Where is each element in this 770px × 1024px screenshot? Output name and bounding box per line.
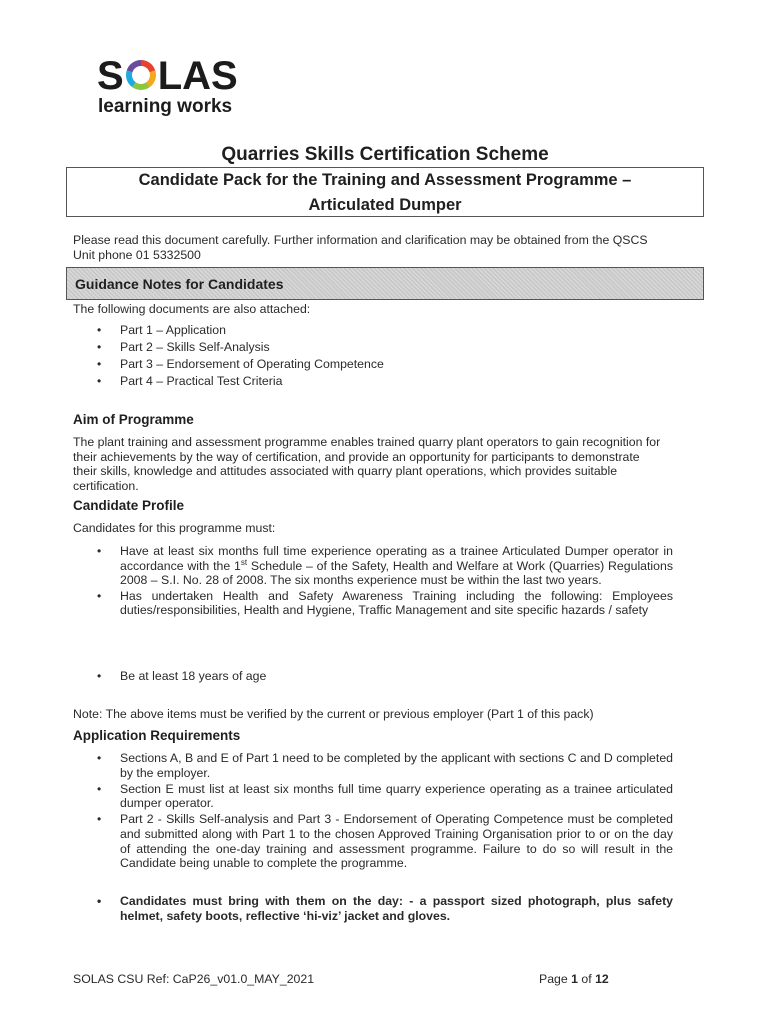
application-bring-list [73, 894, 673, 923]
attached-documents-list [73, 323, 673, 389]
subtitle-line-1: Candidate Pack for the Training and Assessment Programme – [138, 171, 632, 189]
profile-heading: Candidate Profile [73, 498, 185, 513]
page-label: Page [539, 972, 572, 986]
aim-text [73, 435, 703, 493]
aim-line: The plant training and assessment programme enables trained quarry plant operators to gain recognition for [73, 435, 661, 449]
profile-item-1-text: Have at least six months full time experience operating as a trainee Articulated Dumper operator in accordance with the 1 [120, 544, 673, 573]
aim-line: their achievements by the way of certification, and provide an opportunity for participants to demonstrate [73, 449, 640, 464]
profile-item-1-text-cont: Schedule – of the Safety, Health and Welfare at Work (Quarries) Regulations 2008 – S.I. No. 28 of 2008. The six months experience must be within the last two years. [120, 558, 673, 588]
page-of: of [577, 972, 596, 986]
subtitle-line-2: Articulated Dumper [308, 196, 462, 214]
logo-ring-segment [129, 63, 140, 71]
profile-list-age [73, 669, 673, 684]
footer-reference: SOLAS CSU Ref: CaP26_v01.0_MAY_2021 [73, 972, 315, 986]
ordinal-suffix: st [240, 557, 248, 567]
logo-ring-icon [124, 56, 158, 86]
application-heading: Application Requirements [73, 728, 241, 743]
page-current: 1 [571, 972, 578, 986]
document-title: Quarries Skills Certification Scheme [221, 144, 549, 165]
aim-heading: Aim of Programme [73, 412, 194, 427]
application-list [73, 751, 673, 871]
profile-note: Note: The above items must be verified by the current or previous employer (Part 1 of this pack) [73, 707, 594, 721]
logo-letters-las: LAS [157, 54, 238, 98]
intro-line-2: Unit phone 01 5332500 [73, 247, 201, 262]
logo-ring-segment [134, 85, 148, 87]
guidance-lead: The following documents are also attached: [73, 302, 311, 316]
list-item: • Be at least 18 years of age [73, 669, 673, 684]
intro-line-1: Please read this document carefully. Further information and clarification may be obtained from the QSCS [73, 233, 648, 247]
logo-ring-segment [141, 63, 152, 71]
logo-tagline: learning works [98, 96, 233, 117]
list-item: • Candidates must bring with them on the day: - a passport sized photograph, plus safety helmet, safety boots, reflective ‘hi-viz’ jacket and gloves. [73, 894, 673, 923]
logo-wordmark [97, 54, 238, 98]
aim-line: their skills, knowledge and attitudes associated with quarry plant operations, which provides suitable [73, 464, 618, 479]
profile-lead: Candidates for this programme must: [73, 521, 276, 535]
list-item: • Section E must list at least six months full time quarry experience operating as a trainee articulated dumper operator. [73, 782, 673, 811]
guidance-heading-bar: Guidance Notes for Candidates [66, 267, 704, 300]
solas-logo [97, 54, 267, 124]
profile-list [73, 544, 673, 618]
logo-ring-segment [129, 71, 134, 84]
page-total: 12 [595, 972, 609, 986]
list-item: • Part 2 – Skills Self-Analysis [73, 340, 673, 355]
intro-text [73, 233, 703, 262]
list-item [73, 544, 673, 588]
logo-letter-s: S [97, 54, 124, 98]
list-item: • Part 3 – Endorsement of Operating Competence [73, 357, 673, 372]
aim-line: certification. [73, 478, 139, 493]
subtitle-box [66, 167, 704, 217]
list-item: • Part 1 – Application [73, 323, 673, 338]
list-item: • Part 4 – Practical Test Criteria [73, 374, 673, 389]
list-item: • Sections A, B and E of Part 1 need to be completed by the applicant with sections C and D completed by the employer. [73, 751, 673, 780]
list-item: • Part 2 - Skills Self-analysis and Part 3 - Endorsement of Operating Competence must be completed and submitted along with Part 1 to the chosen Approved Training Organisation prior to or on the day of attending the one-day training and assessment programme. Failure to do so will result in the Candidate being unable to complete the programme. [73, 812, 673, 870]
list-item: • Has undertaken Health and Safety Awareness Training including the following: Employees duties/responsibilities, Health and Hygiene, Traffic Management and site specific hazards / safety [73, 589, 673, 618]
footer-page-number [539, 972, 609, 986]
logo-ring-segment [148, 71, 153, 84]
